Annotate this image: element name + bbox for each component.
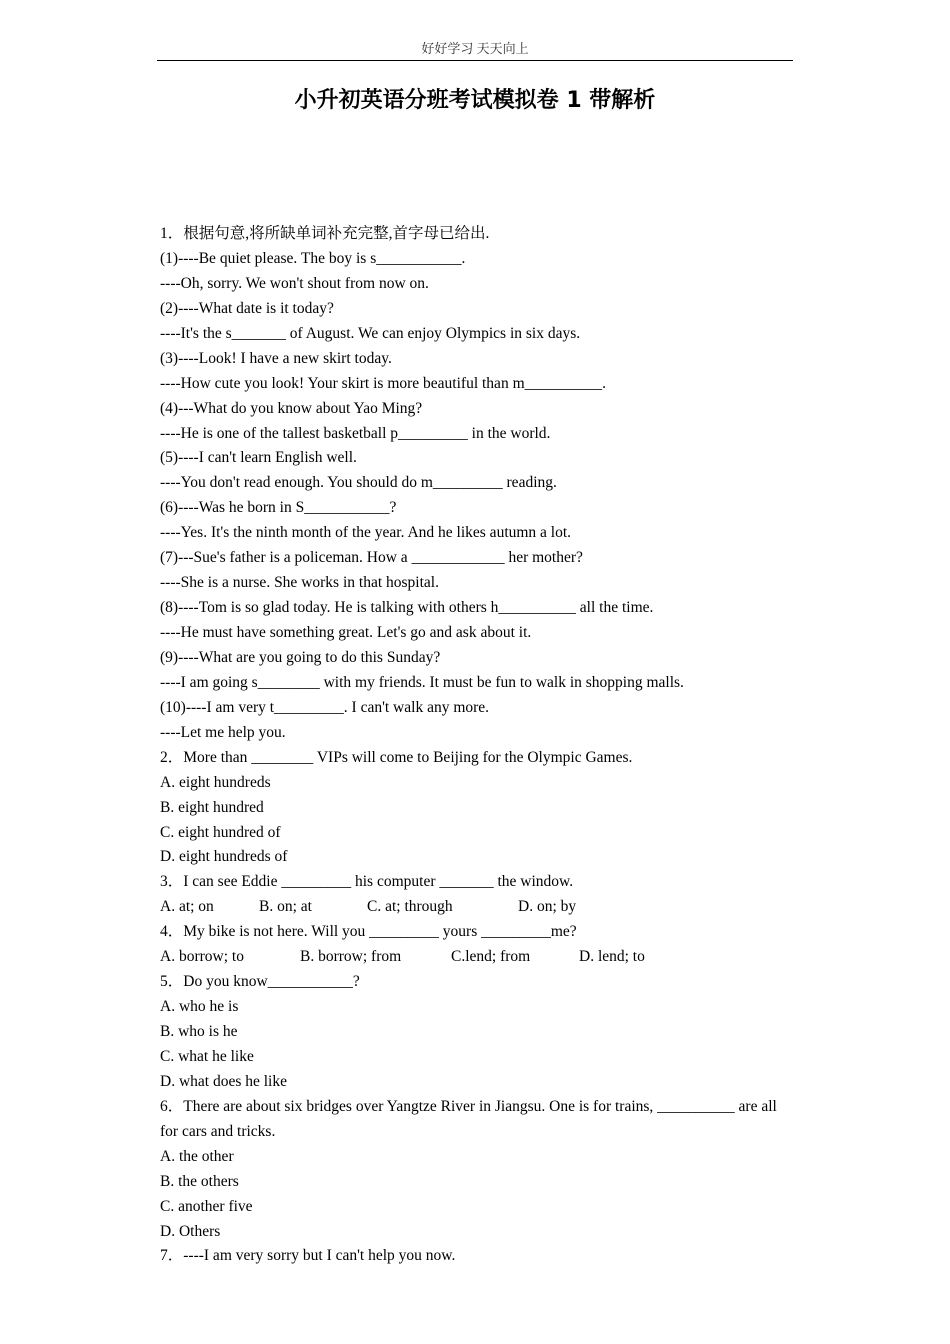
q3-option-a: A. at; on bbox=[160, 898, 214, 916]
q4-option-d: D. lend; to bbox=[579, 948, 645, 966]
q1-line-16: ----He must have something great. Let's go and ask about it. bbox=[160, 624, 532, 641]
exam-content bbox=[160, 222, 795, 1269]
q1-line-15: (8)----Tom is so glad today. He is talking with others h__________ all the time. bbox=[160, 599, 654, 617]
q1-line-3: (2)----What date is it today? bbox=[160, 299, 334, 317]
q1-line-14: ----She is a nurse. She works in that hospital. bbox=[160, 574, 439, 592]
q1-line-5: (3)----Look! I have a new skirt today. bbox=[160, 349, 392, 367]
question-4-stem: 4．My bike is not here. Will you _________ yours _________me? bbox=[160, 923, 577, 941]
question-5-stem: 5．Do you know___________? bbox=[160, 973, 360, 991]
document-title: 小升初英语分班考试模拟卷 1 带解析 bbox=[294, 88, 656, 113]
q3-options-row bbox=[160, 895, 795, 920]
q4-options-row bbox=[160, 945, 795, 970]
question-3-stem: 3．I can see Eddie _________ his computer _______ the window. bbox=[160, 873, 574, 891]
q1-line-19: (10)----I am very t_________. I can't walk any more. bbox=[160, 698, 490, 716]
q2-option-c: C. eight hundred of bbox=[160, 823, 281, 841]
question-7-stem: 7．----I am very sorry but I can't help you now. bbox=[160, 1247, 456, 1265]
q1-line-9: (5)----I can't learn English well. bbox=[160, 449, 357, 467]
q6-option-a: A. the other bbox=[160, 1147, 234, 1165]
q1-line-17: (9)----What are you going to do this Sunday? bbox=[160, 648, 441, 666]
q4-option-b: B. borrow; from bbox=[300, 948, 402, 966]
q4-option-c: C.lend; from bbox=[451, 948, 531, 966]
q1-line-4: ----It's the s_______ of August. We can enjoy Olympics in six days. bbox=[160, 324, 581, 342]
q2-option-b: B. eight hundred bbox=[160, 798, 264, 816]
q1-line-12: ----Yes. It's the ninth month of the year. And he likes autumn a lot. bbox=[160, 524, 572, 542]
question-6-stem: 6．There are about six bridges over Yangtze River in Jiangsu. One is for trains, __________ are all for cars and tricks. bbox=[160, 1097, 777, 1140]
q1-line-10: ----You don't read enough. You should do m_________ reading. bbox=[160, 474, 557, 492]
q6-option-b: B. the others bbox=[160, 1172, 239, 1190]
q1-line-20: ----Let me help you. bbox=[160, 723, 286, 741]
q5-option-d: D. what does he like bbox=[160, 1072, 287, 1090]
q3-option-b: B. on; at bbox=[259, 898, 312, 916]
page-header: 好好学习 天天向上 bbox=[421, 41, 529, 56]
q4-option-a: A. borrow; to bbox=[160, 948, 244, 966]
q1-line-8: ----He is one of the tallest basketball p_________ in the world. bbox=[160, 424, 551, 442]
q2-option-d: D. eight hundreds of bbox=[160, 848, 288, 866]
q3-option-c: C. at; through bbox=[367, 898, 453, 916]
q1-line-2: ----Oh, sorry. We won't shout from now on. bbox=[160, 274, 429, 292]
q1-line-18: ----I am going s________ with my friends. It must be fun to walk in shopping malls. bbox=[160, 673, 684, 691]
q6-option-d: D. Others bbox=[160, 1222, 221, 1240]
question-1-stem: 1．根据句意,将所缺单词补充完整,首字母已给出. bbox=[160, 225, 490, 242]
q1-line-11: (6)----Was he born in S___________? bbox=[160, 499, 397, 517]
q1-line-1: (1)----Be quiet please. The boy is s___________. bbox=[160, 249, 466, 267]
q5-option-c: C. what he like bbox=[160, 1047, 254, 1065]
q2-option-a: A. eight hundreds bbox=[160, 773, 271, 791]
q3-option-d: D. on; by bbox=[518, 898, 577, 916]
q5-option-b: B. who is he bbox=[160, 1023, 238, 1040]
q6-option-c: C. another five bbox=[160, 1197, 253, 1215]
header-rule bbox=[157, 60, 793, 61]
q1-line-13: (7)---Sue's father is a policeman. How a ____________ her mother? bbox=[160, 549, 583, 567]
question-2-stem: 2．More than ________ VIPs will come to Beijing for the Olympic Games. bbox=[160, 748, 633, 766]
q1-line-6: ----How cute you look! Your skirt is more beautiful than m__________. bbox=[160, 374, 606, 392]
q5-option-a: A. who he is bbox=[160, 998, 239, 1016]
q1-line-7: (4)---What do you know about Yao Ming? bbox=[160, 399, 423, 417]
